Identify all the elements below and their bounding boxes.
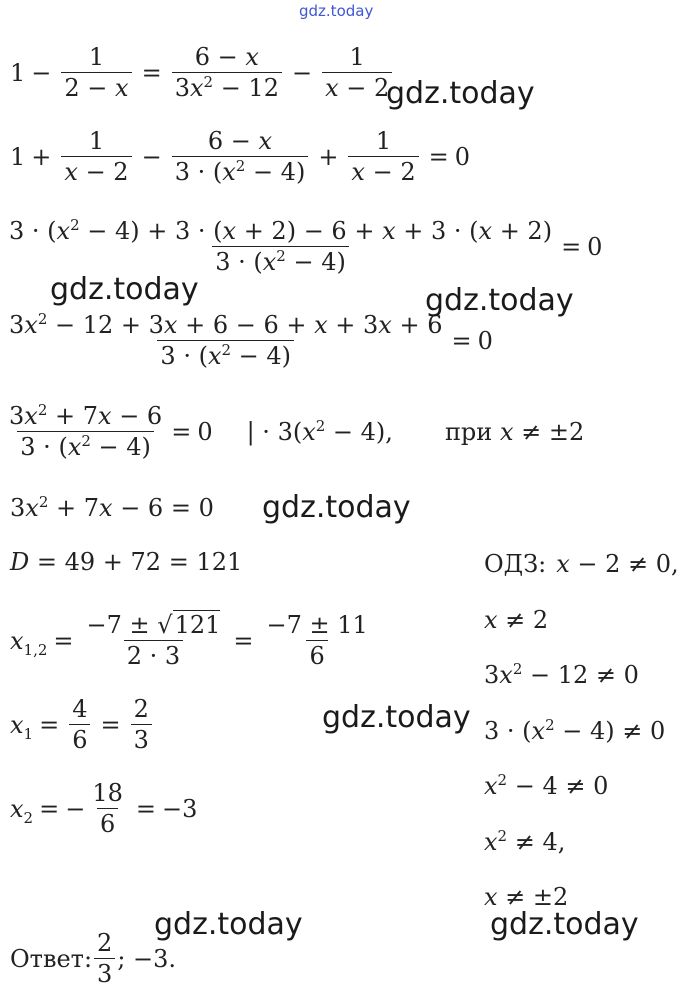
watermark: gdz.today bbox=[50, 272, 199, 307]
watermark: gdz.today bbox=[322, 700, 471, 735]
watermark-top: gdz.today bbox=[299, 2, 374, 20]
watermark: gdz.today bbox=[262, 490, 411, 525]
odz-line-5: $x^2 - 4 \ne 0$ bbox=[484, 771, 609, 800]
condition-prefix: при bbox=[444, 417, 493, 446]
watermark: gdz.today bbox=[154, 907, 303, 942]
equation-line-5: $\frac{3x^2 + 7x - 6}{3 \cdot (x^2 - 4)}$ = 0 | · $3(x^2 - 4)$, при x ≠ ±2 bbox=[9, 401, 585, 461]
watermark: gdz.today bbox=[425, 283, 574, 318]
equation-line-1: 1 − $\frac{1}{2 - x}$ = $\frac{6 - x}{3x^2 - 12}$ − $\frac{1}{x - 2}$ bbox=[10, 42, 396, 103]
watermark: gdz.today bbox=[386, 76, 535, 111]
answer-label: Ответ: bbox=[10, 944, 93, 973]
odz-label: ОДЗ: bbox=[484, 550, 547, 578]
roots-formula-line: $x_{1,2}$ = $\frac{-7 \pm √121}{2 \cdot 3}$ = $\frac{-7 \pm 11}{6}$ bbox=[10, 611, 368, 670]
discriminant-line: D = 49 + 72 = 121 bbox=[10, 548, 243, 576]
answer-line: Ответ: $\frac{2}{3}$ ; −3. bbox=[10, 929, 177, 988]
odz-line-2: x ≠ 2 bbox=[484, 606, 549, 634]
root-x2-line: $x_2$ = − $\frac{18}{6}$ = −3 bbox=[10, 779, 198, 838]
odz-line-7: x ≠ ±2 bbox=[484, 883, 569, 911]
equation-line-6: $3x^2 + 7x - 6 = 0$ bbox=[10, 493, 214, 522]
root-x1-line: $x_1$ = $\frac{4}{6}$ = $\frac{2}{3}$ bbox=[10, 694, 156, 755]
equation-line-2: 1 + $\frac{1}{x - 2}$ − $\frac{6 - x}{3 \cdot (x^2 - 4)}$ + $\frac{1}{x - 2}$ = 0 bbox=[10, 127, 470, 186]
odz-line-4: $3 \cdot (x^2 - 4) \ne 0$ bbox=[484, 716, 666, 745]
watermark: gdz.today bbox=[490, 907, 639, 942]
odz-line-6: $x^2 \ne 4$, bbox=[484, 827, 566, 856]
equation-line-3: $\frac{3 \cdot (x^2 - 4) + 3 \cdot (x + 2) - 6 + x + 3 \cdot (x + 2)}{3 \cdot (x^2 - 4)}$ = 0 bbox=[9, 216, 603, 276]
odz-line-1: ОДЗ: x − 2 ≠ 0, bbox=[484, 550, 679, 578]
equation-line-4: $\frac{3x^2 - 12 + 3x + 6 - 6 + x + 3x + 6}{3 \cdot (x^2 - 4)}$ = 0 bbox=[9, 310, 493, 370]
odz-line-3: $3x^2 - 12 \ne 0$ bbox=[484, 660, 639, 689]
